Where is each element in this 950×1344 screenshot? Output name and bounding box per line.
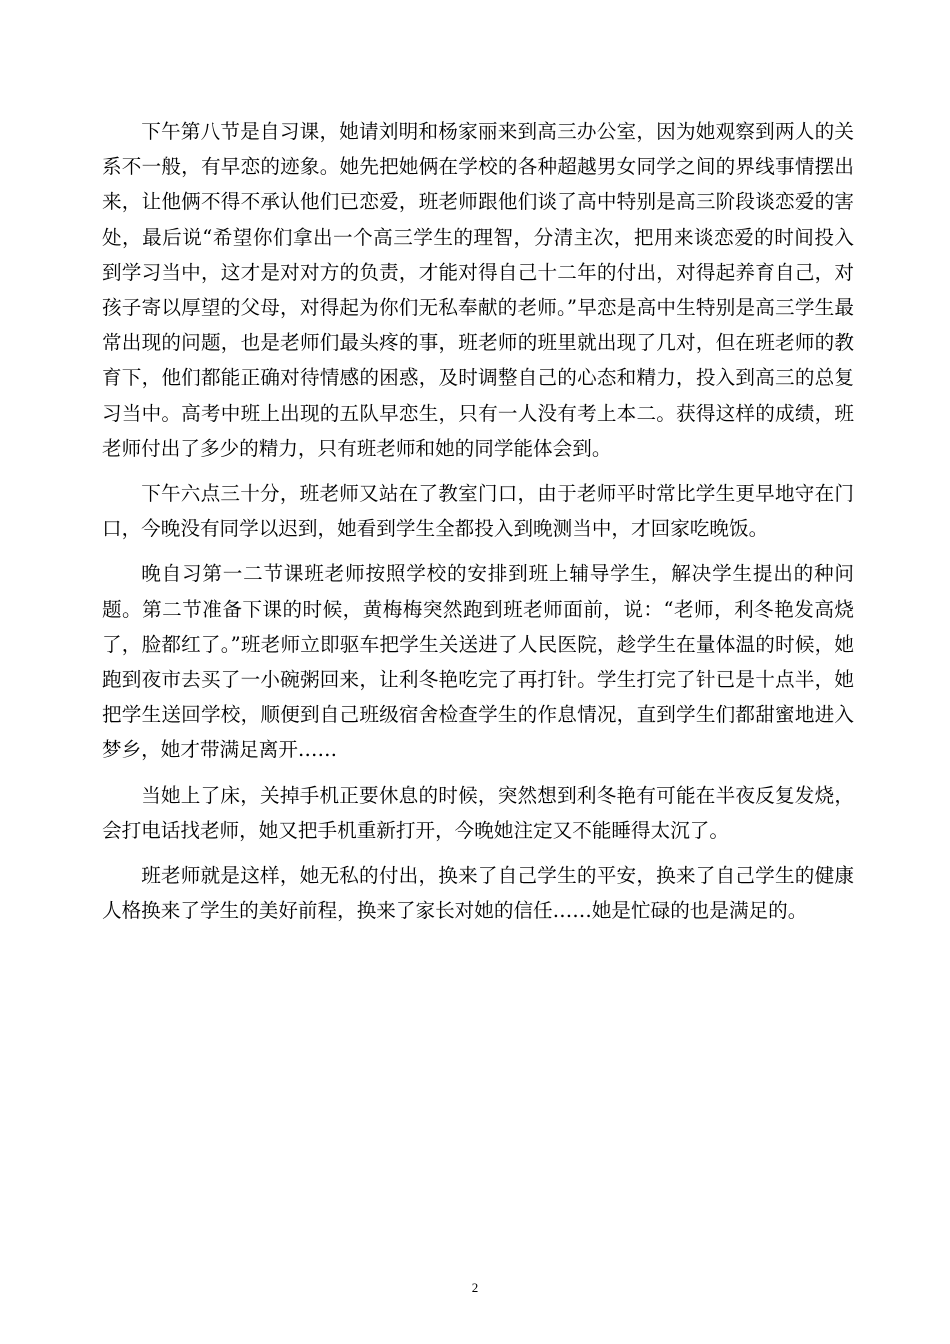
paragraph: 班老师就是这样，她无私的付出，换来了自己学生的平安，换来了自己学生的健康人格换来了学生的美好前程，换来了家长对她的信任……她是忙碌的也是满足的。: [102, 864, 854, 923]
paragraph: 下午第八节是自习课，她请刘明和杨家丽来到高三办公室，因为她观察到两人的关系不一般，有早恋的迹象。她先把她俩在学校的各种超越男女同学之间的界线事情摆出来，让他俩不得不承认他们已恋爱，班老师跟他们谈了高中特别是高三阶段谈恋爱的害处，最后说“希望你们拿出一个高三学生的理智，分清主次，把用来谈恋爱的时间投入到学习当中，这才是对对方的负责，才能对得自己十二年的付出，对得起养育自己，对孩子寄以厚望的父母，对得起为你们无私奉献的老师。”早恋是高中生特别是高三学生最常出现的问题，也是老师们最头疼的事，班老师的班里就出现了几对，但在班老师的教育下，他们都能正确对待情感的困惑，及时调整自己的心态和精力，投入到高三的总复习当中。高考中班上出现的五队早恋生，只有一人没有考上本二。获得这样的成绩，班老师付出了多少的精力，只有班老师和她的同学能体会到。: [102, 120, 854, 460]
paragraph: 下午六点三十分，班老师又站在了教室门口，由于老师平时常比学生更早地守在门口，今晚没有同学以迟到，她看到学生全都投入到晚测当中，才回家吃晚饭。: [102, 482, 854, 541]
paragraph: 当她上了床，关掉手机正要休息的时候，突然想到利冬艳有可能在半夜反复发烧，会打电话找老师，她又把手机重新打开，今晚她注定又不能睡得太沉了。: [102, 783, 854, 842]
paragraph: 晚自习第一二节课班老师按照学校的安排到班上辅导学生，解决学生提出的种问题。第二节准备下课的时候，黄梅梅突然跑到班老师面前，说：“老师，利冬艳发高烧了，脸都红了。”班老师立即驱车把学生关送进了人民医院，趁学生在量体温的时候，她跑到夜市去买了一小碗粥回来，让利冬艳吃完了再打针。学生打完了针已是十点半，她把学生送回学校，顺便到自己班级宿舍检查学生的作息情况，直到学生们都甜蜜地进入梦乡，她才带满足离开……: [102, 562, 854, 762]
document-body: [102, 114, 854, 938]
page-number: 2: [471, 1280, 479, 1295]
